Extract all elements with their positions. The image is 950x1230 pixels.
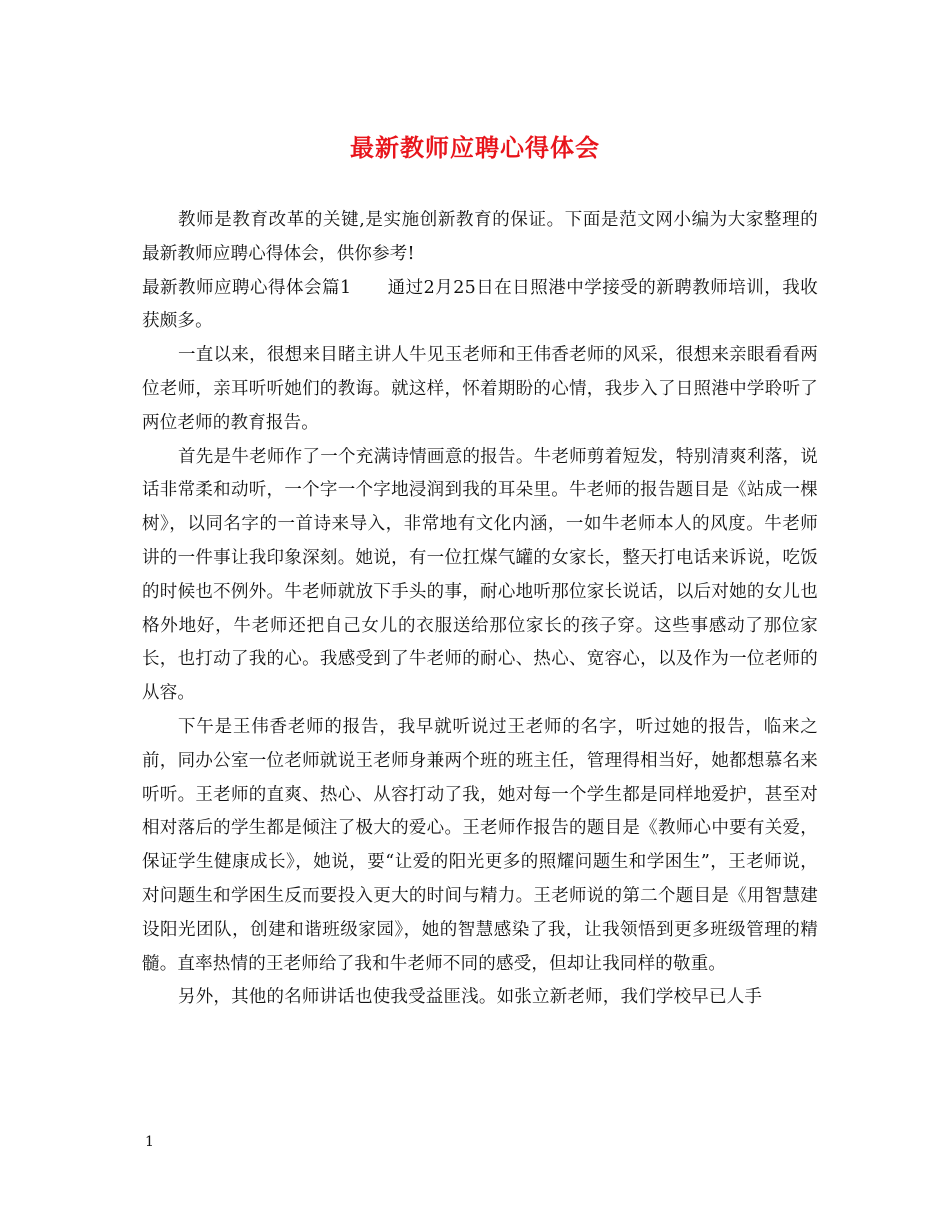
paragraph-section-heading: 最新教师应聘心得体会篇1 通过2月25日在日照港中学接受的新聘教师培训，我收获颇多。: [142, 277, 818, 332]
page-number: 1: [145, 1134, 154, 1150]
paragraph-niu-report: 首先是牛老师作了一个充满诗情画意的报告。牛老师剪着短发，特别清爽利落，说话非常柔和动听，一个字一个字地浸润到我的耳朵里。牛老师的报告题目是《站成一棵树》，以同名字的一首诗来导入，非常地有文化内涵，一如牛老师本人的风度。牛老师讲的一件事让我印象深刻。她说，有一位扛煤气罐的女家长，整天打电话来诉说，吃饭的时候也不例外。牛老师就放下手头的事，耐心地听那位家长说话，以后对她的女儿也格外地好，牛老师还把自己女儿的衣服送给那位家长的孩子穿。这些事感动了那位家长，也打动了我的心。我感受到了牛老师的耐心、热心、宽容心，以及作为一位老师的从容。: [142, 446, 818, 704]
document-title: 最新教师应聘心得体会: [350, 133, 600, 162]
paragraph-wang-report: 下午是王伟香老师的报告，我早就听说过王老师的名字，听过她的报告，临来之前，同办公室一位老师就说王老师身兼两个班的班主任，管理得相当好，她都想慕名来听听。王老师的直爽、热心、从容打动了我，她对每一个学生都是同样地爱护，甚至对相对落后的学生都是倾注了极大的爱心。王老师作报告的题目是《教师心中要有关爱，保证学生健康成长》，她说，要“让爱的阳光更多的照耀问题生和学困生”，王老师说，对问题生和学困生反而要投入更大的时间与精力。王老师说的第二个题目是《用智慧建设阳光团队，创建和谐班级家园》，她的智慧感染了我，让我领悟到更多班级管理的精髓。直率热情的王老师给了我和牛老师不同的感受，但却让我同样的敬重。: [142, 716, 818, 974]
paragraph-expectation: 一直以来，很想来目睹主讲人牛见玉老师和王伟香老师的风采，很想来亲眼看看两位老师，亲耳听听她们的教诲。就这样，怀着期盼的心情，我步入了日照港中学聆听了两位老师的教育报告。: [142, 345, 818, 433]
paragraph-intro: 教师是教育改革的关键,是实施创新教育的保证。下面是范文网小编为大家整理的最新教师应聘心得体会，供你参考!: [142, 210, 818, 264]
document-body: [142, 204, 818, 1015]
paragraph-other-teachers: 另外，其他的名师讲话也使我受益匪浅。如张立新老师，我们学校早已人手: [178, 987, 763, 1008]
